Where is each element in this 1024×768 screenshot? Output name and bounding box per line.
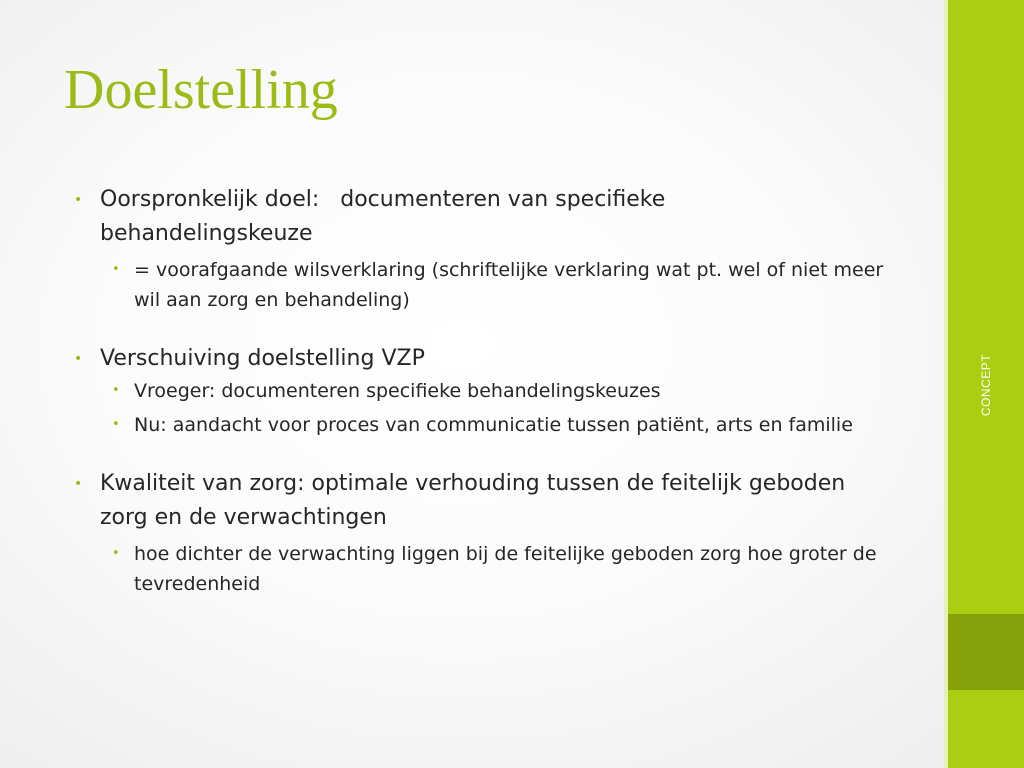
bullet-icon: • [74, 476, 83, 492]
bullet-item [72, 342, 902, 376]
bullet-icon: • [74, 351, 83, 367]
bullet-item [72, 183, 902, 251]
sub-bullet-text: Nu: aandacht voor proces van communicatie tussen patiënt, arts en familie [134, 414, 853, 436]
sub-bullet-item [112, 376, 902, 406]
bullet-icon: • [112, 417, 120, 432]
sub-bullet-item [112, 539, 902, 599]
bullet-text: Oorspronkelijk doel: documenteren van specifieke behandelingskeuze [100, 187, 673, 246]
sub-bullet-item [112, 410, 902, 440]
sidebar-accent-bar [948, 0, 1024, 768]
slide-title: Doelstelling [64, 59, 338, 121]
bullet-icon: • [112, 546, 120, 561]
bullet-item [72, 467, 902, 535]
bullet-icon: • [112, 383, 120, 398]
sub-bullet-text: = voorafgaande wilsverklaring (schriftelijke verklaring wat pt. wel of niet meer wil aan zorg en behandeling) [134, 259, 884, 311]
concept-label-container [948, 0, 1024, 768]
bullet-icon: • [74, 192, 83, 208]
bullet-icon: • [112, 262, 120, 277]
sub-bullet-text: hoe dichter de verwachting liggen bij de feitelijke geboden zorg hoe groter de tevredenheid [134, 543, 877, 595]
slide-body [72, 183, 902, 599]
sub-bullet-text: Vroeger: documenteren specifieke behandelingskeuzes [134, 380, 661, 402]
bullet-text: Verschuiving doelstelling VZP [100, 346, 425, 371]
concept-label: CONCEPT [979, 353, 993, 417]
sub-bullet-item [112, 255, 902, 315]
bullet-text: Kwaliteit van zorg: optimale verhouding tussen de feitelijk geboden zorg en de verwachtingen [100, 471, 846, 530]
